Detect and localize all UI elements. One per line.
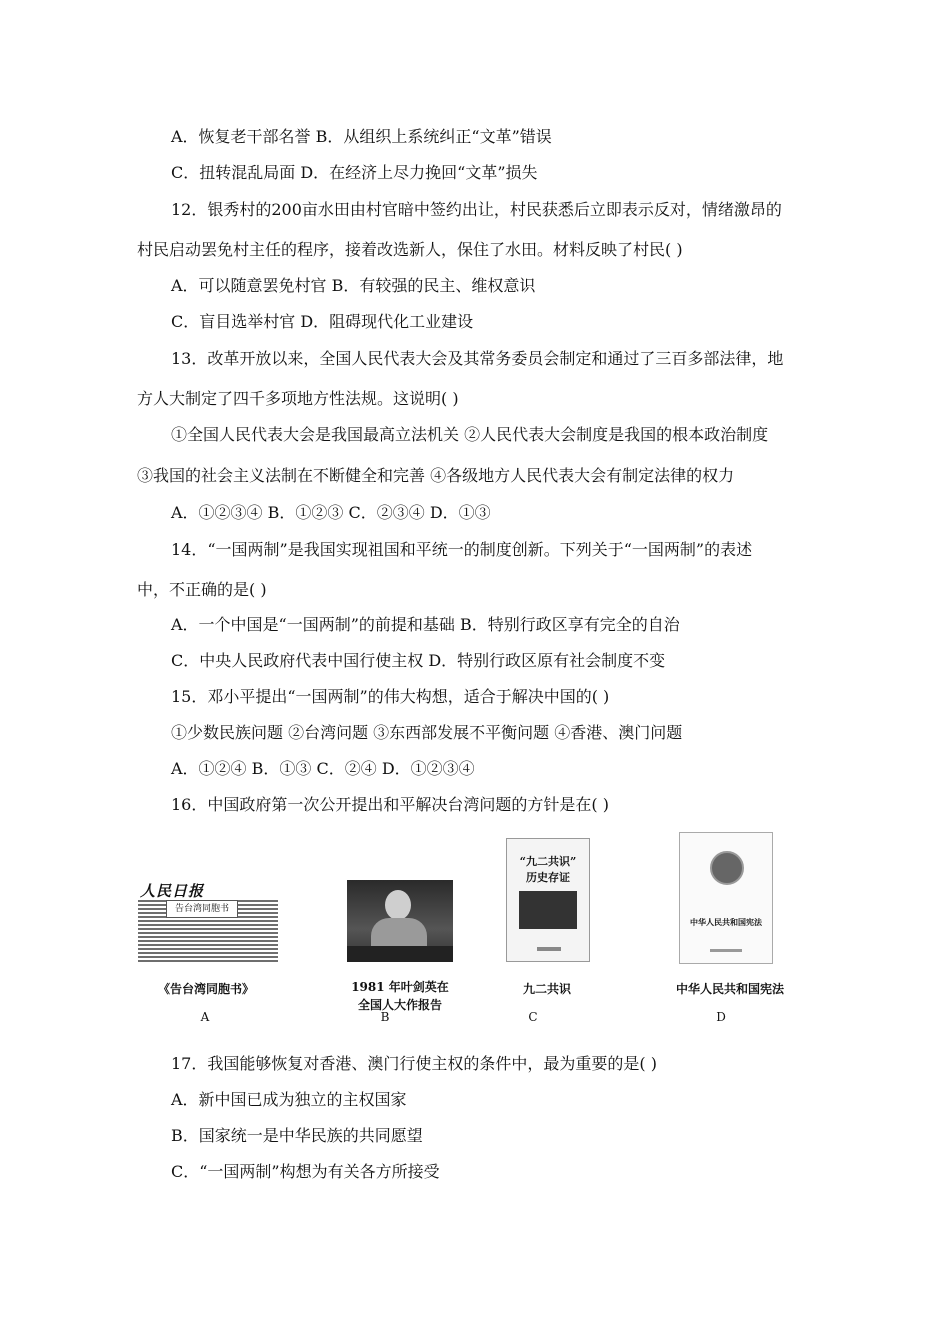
newspaper-masthead: 人民日报 (140, 882, 205, 900)
image-b-letter: B (380, 1010, 390, 1024)
q11-options-cd: C．扭转混乱局面 D．在经济上尽力挽回“文革”损失 (171, 163, 538, 182)
image-b-caption-line1: 1981 年叶剑英在 (351, 980, 449, 994)
constitution-book-image (679, 832, 773, 964)
q12-options-ab: A．可以随意罢免村官 B．有较强的民主、维权意识 (171, 276, 536, 295)
image-d-letter: D (716, 1010, 726, 1024)
q15-options: A．①②④ B．①③ C．②④ D．①②③④ (171, 759, 475, 778)
q12-options-cd: C．盲目选举村官 D．阻碍现代化工业建设 (171, 312, 474, 331)
q11-options-ab: A．恢复老干部名誉 B．从组织上系统纠正“文革”错误 (171, 127, 552, 146)
q13-stem-line1: 13．改革开放以来，全国人民代表大会及其常务委员会制定和通过了三百多部法律，地 (171, 349, 784, 368)
q15-stem: 15．邓小平提出“一国两制”的伟大构想，适合于解决中国的( ) (171, 687, 610, 706)
q17-option-a: A．新中国已成为独立的主权国家 (171, 1090, 407, 1109)
image-d-caption: 中华人民共和国宪法 (675, 982, 784, 996)
image-b-caption-line2: 全国人大作报告 (357, 998, 442, 1012)
q12-stem-line1: 12．银秀村的200亩水田由村官暗中签约出让，村民获悉后立即表示反对，情绪激昂的 (171, 200, 782, 219)
consensus-book-image (506, 838, 590, 962)
newspaper-headline: 告台湾同胞书 (166, 900, 238, 918)
image-c-letter: C (528, 1010, 538, 1024)
q14-stem-line1: 14．“一国两制”是我国实现祖国和平统一的制度创新。下列关于“一国两制”的表述 (171, 540, 753, 559)
q12-stem-line2: 村民启动罢免村主任的程序，接着改选新人，保住了水田。材料反映了村民( ) (137, 240, 683, 259)
q16-image-options (0, 828, 950, 1038)
q17-stem: 17．我国能够恢复对香港、澳门行使主权的条件中，最为重要的是( ) (171, 1054, 657, 1073)
q13-statements-34: ③我国的社会主义法制在不断健全和完善 ④各级地方人民代表大会有制定法律的权力 (137, 466, 735, 485)
book-d-title: 中华人民共和国宪法 (690, 917, 762, 927)
image-c-caption: 九二共识 (522, 982, 571, 996)
q14-stem-line2: 中，不正确的是( ) (137, 580, 267, 599)
q14-options-ab: A．一个中国是“一国两制”的前提和基础 B．特别行政区享有完全的自治 (171, 615, 680, 634)
q13-statements-12: ①全国人民代表大会是我国最高立法机关 ②人民代表大会制度是我国的根本政治制度 (171, 425, 769, 444)
speech-photo (347, 880, 453, 962)
q15-statements: ①少数民族问题 ②台湾问题 ③东西部发展不平衡问题 ④香港、澳门问题 (171, 723, 683, 742)
q13-options: A．①②③④ B．①②③ C．②③④ D．①③ (171, 503, 491, 522)
q14-options-cd: C．中央人民政府代表中国行使主权 D．特别行政区原有社会制度不变 (171, 651, 666, 670)
book-c-title-line2: 历史存证 (526, 871, 570, 884)
image-a-caption: 《告台湾同胞书》 (157, 982, 254, 996)
book-c-title-line1: “九二共识” (519, 855, 577, 868)
q13-stem-line2: 方人大制定了四千多项地方性法规。这说明( ) (137, 389, 459, 408)
q17-option-c: C．“一国两制”构想为有关各方所接受 (171, 1162, 440, 1181)
newspaper-image (138, 878, 278, 962)
q16-stem: 16．中国政府第一次公开提出和平解决台湾问题的方针是在( ) (171, 795, 609, 814)
q17-option-b: B．国家统一是中华民族的共同愿望 (171, 1126, 423, 1145)
image-a-letter: A (200, 1010, 210, 1024)
national-emblem-icon (710, 851, 744, 885)
